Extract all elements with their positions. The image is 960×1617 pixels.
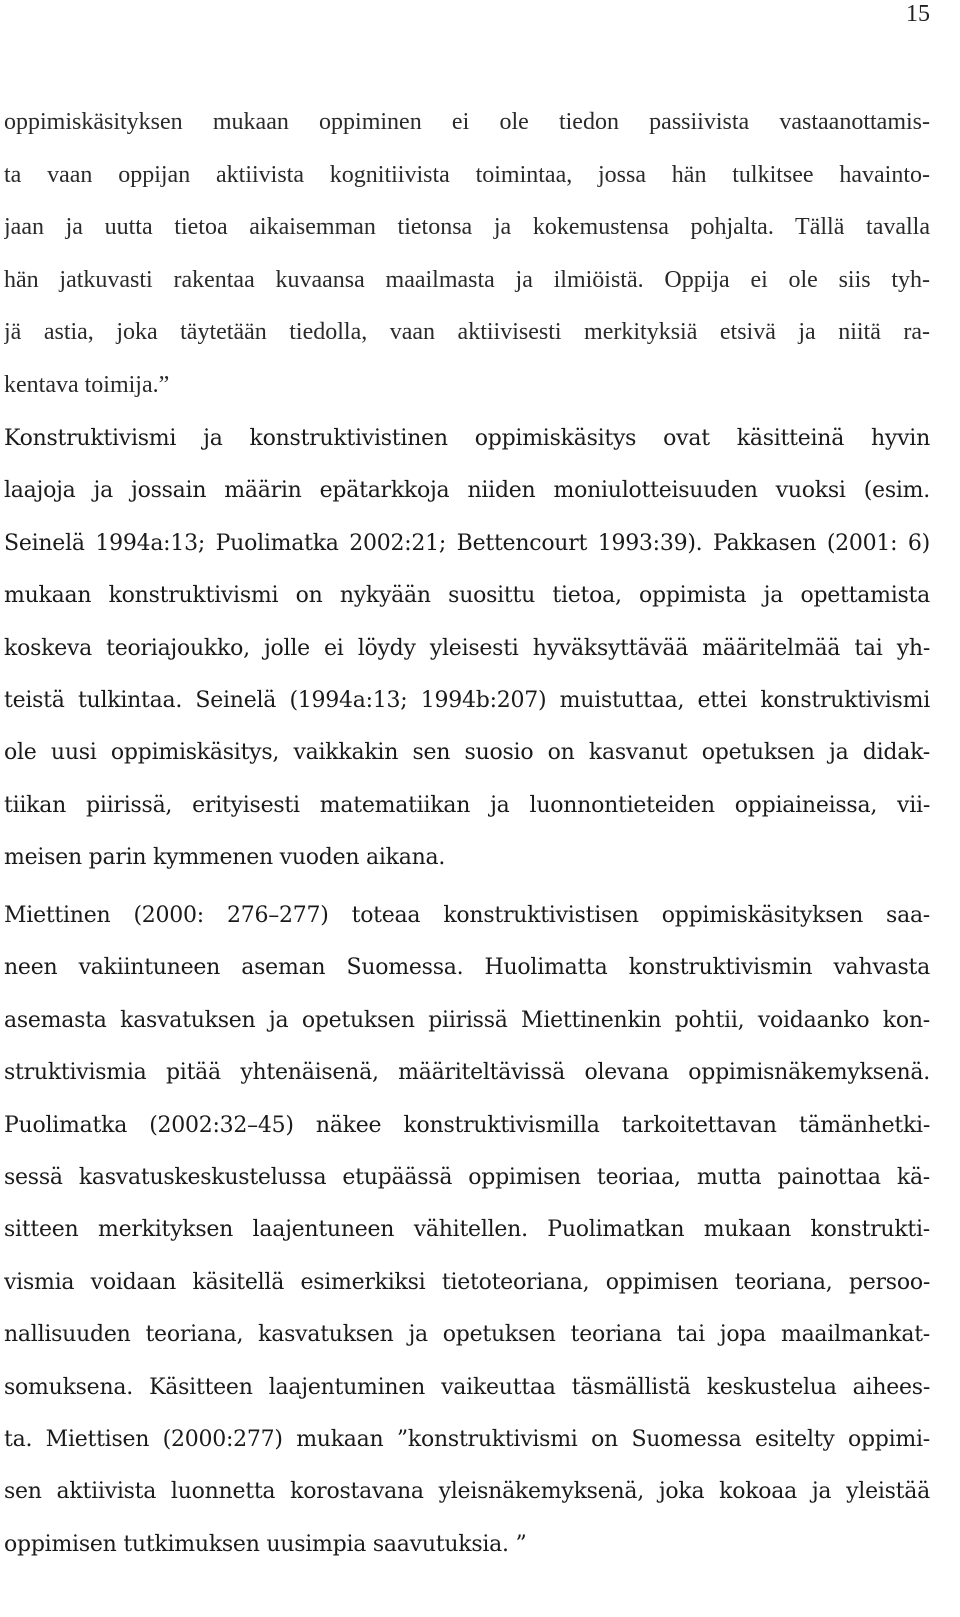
text-line: koskeva teoriajoukko, jolle ei löydy yleisesti hyväksyttävää määritelmää tai yh- xyxy=(4,635,930,661)
text-line: ta. Miettisen (2000:277) mukaan ”konstruktivismi on Suomessa esitelty oppimi- xyxy=(4,1427,930,1453)
text-line: sessä kasvatuskeskustelussa etupäässä oppimisen teoriaa, mutta painottaa kä- xyxy=(4,1165,930,1191)
text-line: mukaan konstruktivismi on nykyään suosittu tietoa, oppimista ja opettamista xyxy=(4,583,930,609)
text-line: sen aktiivista luonnetta korostavana yleisnäkemyksenä, joka kokoaa ja yleistää xyxy=(4,1479,930,1505)
text-line: Seinelä 1994a:13; Puolimatka 2002:21; Bettencourt 1993:39). Pakkasen (2001: 6) xyxy=(4,530,930,556)
text-line: teistä tulkintaa. Seinelä (1994a:13; 1994b:207) muistuttaa, ettei konstruktivismi xyxy=(4,688,930,714)
text-line: Konstruktivismi ja konstruktivistinen oppimiskäsitys ovat käsitteinä hyvin xyxy=(4,426,930,451)
text-line: jä astia, joka täytetään tiedolla, vaan aktiivisesti merkityksiä etsivä ja niitä ra- xyxy=(4,319,930,345)
text-line: ta vaan oppijan aktiivista kognitiivista toimintaa, jossa hän tulkitsee havainto- xyxy=(4,161,930,188)
text-line: kentava toimija.” xyxy=(4,371,170,398)
quote-paragraph xyxy=(4,96,930,411)
text-line: oppimiskäsityksen mukaan oppiminen ei ole tiedon passiivista vastaanottamis- xyxy=(4,109,930,135)
text-line: asemasta kasvatuksen ja opetuksen piirissä Miettinenkin pohtii, voidaanko kon- xyxy=(4,1007,930,1033)
text-line: Miettinen (2000: 276–277) toteaa konstruktivistisen oppimiskäsityksen saa- xyxy=(4,903,930,928)
text-line: hän jatkuvasti rakentaa kuvaansa maailmasta ja ilmiöistä. Oppija ei ole siis tyh- xyxy=(4,266,930,293)
text-line: meisen parin kymmenen vuoden aikana. xyxy=(4,845,446,871)
text-line: oppimisen tutkimuksen uusimpia saavutuksia. ” xyxy=(4,1531,527,1557)
text-line: ole uusi oppimiskäsitys, vaikkakin sen suosio on kasvanut opetuksen ja didak- xyxy=(4,740,930,766)
text-line: tiikan piirissä, erityisesti matematiikan ja luonnontieteiden oppiaineissa, vii- xyxy=(4,792,930,818)
text-line: jaan ja uutta tietoa aikaisemman tietonsa ja kokemustensa pohjalta. Tällä tavalla xyxy=(4,214,930,240)
text-line: neen vakiintuneen aseman Suomessa. Huolimatta konstruktivismin vahvasta xyxy=(4,955,930,981)
page-number: 15 xyxy=(906,1,930,27)
paragraph-miettinen xyxy=(4,890,930,1571)
text-line: somuksena. Käsitteen laajentuminen vaikeuttaa täsmällistä keskustelua aihees- xyxy=(4,1374,930,1400)
text-line: sitteen merkityksen laajentuneen vähitellen. Puolimatkan mukaan konstrukti- xyxy=(4,1217,930,1243)
text-line: laajoja ja jossain määrin epätarkkoja niiden moniulotteisuuden vuoksi (esim. xyxy=(4,478,930,504)
text-line: nallisuuden teoriana, kasvatuksen ja opetuksen teoriana tai jopa maailmankat- xyxy=(4,1322,930,1348)
paragraph-konstruktivismi xyxy=(4,413,930,885)
text-line: vismia voidaan käsitellä esimerkiksi tietoteoriana, oppimisen teoriana, persoo- xyxy=(4,1269,930,1295)
text-line: struktivismia pitää yhtenäisenä, määriteltävissä olevana oppimisnäkemyksenä. xyxy=(4,1060,930,1086)
text-line: Puolimatka (2002:32–45) näkee konstruktivismilla tarkoitettavan tämänhetki- xyxy=(4,1112,930,1138)
